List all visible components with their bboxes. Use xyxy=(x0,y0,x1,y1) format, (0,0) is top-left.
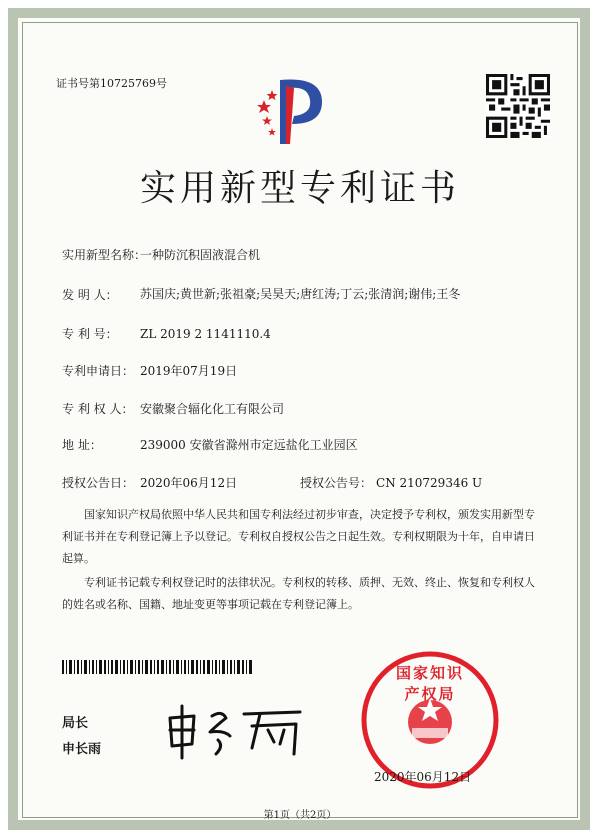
field-label: 授权公告日： xyxy=(62,476,135,490)
page-title: 实用新型专利证书 xyxy=(139,168,460,209)
field-inventors xyxy=(62,286,480,303)
field-label: 实用新型名称： xyxy=(62,248,147,262)
seal-date: 2020年06月12日 xyxy=(374,770,472,784)
seal-text: 国家知识产权局 xyxy=(395,664,464,703)
field-value: 苏国庆;黄世新;张祖豪;吴昊天;唐红涛;丁云;张清润;谢伟;王冬 xyxy=(140,287,461,301)
paragraph-grant-notice: 国家知识产权局依照中华人民共和国专利法经过初步审查，决定授予专利权，颁发实用新型专利证书并在专利登记簿上予以登记。专利权自授权公告之日起生效。专利权期限为十年，自申请日起算。 xyxy=(62,508,535,565)
field-value: 2020年06月12日 xyxy=(140,476,238,490)
field-value: 一种防沉积固液混合机 xyxy=(140,248,261,262)
field-value: 2019年07月19日 xyxy=(140,364,238,378)
field-label: 发 明 人： xyxy=(62,288,118,302)
paragraph-legal-status: 专利证书记载专利权登记时的法律状况。专利权的转移、质押、无效、终止、恢复和专利权人的姓名或名称、国籍、地址变更等事项记载在专利登记簿上。 xyxy=(62,576,535,611)
director-signature-icon xyxy=(160,700,310,760)
field-filing-date xyxy=(62,362,237,379)
field-address xyxy=(62,436,358,453)
field-value: 安徽聚合辐化化工有限公司 xyxy=(140,402,285,416)
director-name: 申长雨 xyxy=(62,742,102,757)
barcode-icon xyxy=(62,660,252,674)
cnipa-logo-icon xyxy=(250,66,340,146)
qr-code-icon xyxy=(486,74,550,138)
field-patentee xyxy=(62,400,284,417)
page-footer: 第1页（共2页） xyxy=(263,810,337,821)
field-value: CN 210729346 U xyxy=(376,476,483,490)
field-label: 地 址： xyxy=(62,438,102,452)
field-grant-announcement xyxy=(62,474,482,491)
field-label: 专利申请日： xyxy=(62,364,135,378)
field-label: 专 利 号： xyxy=(62,327,118,341)
field-label: 专 利 权 人： xyxy=(62,402,134,416)
field-utility-model-name xyxy=(62,246,260,263)
director-title: 局长 xyxy=(62,716,89,731)
field-value: ZL 2019 2 1141110.4 xyxy=(140,327,271,341)
field-patent-number xyxy=(62,325,271,342)
field-value: 239000 安徽省滁州市定远盐化工业园区 xyxy=(140,438,358,452)
field-label: 授权公告号： xyxy=(300,476,373,490)
certificate-number: 证书号第10725769号 xyxy=(56,77,167,90)
